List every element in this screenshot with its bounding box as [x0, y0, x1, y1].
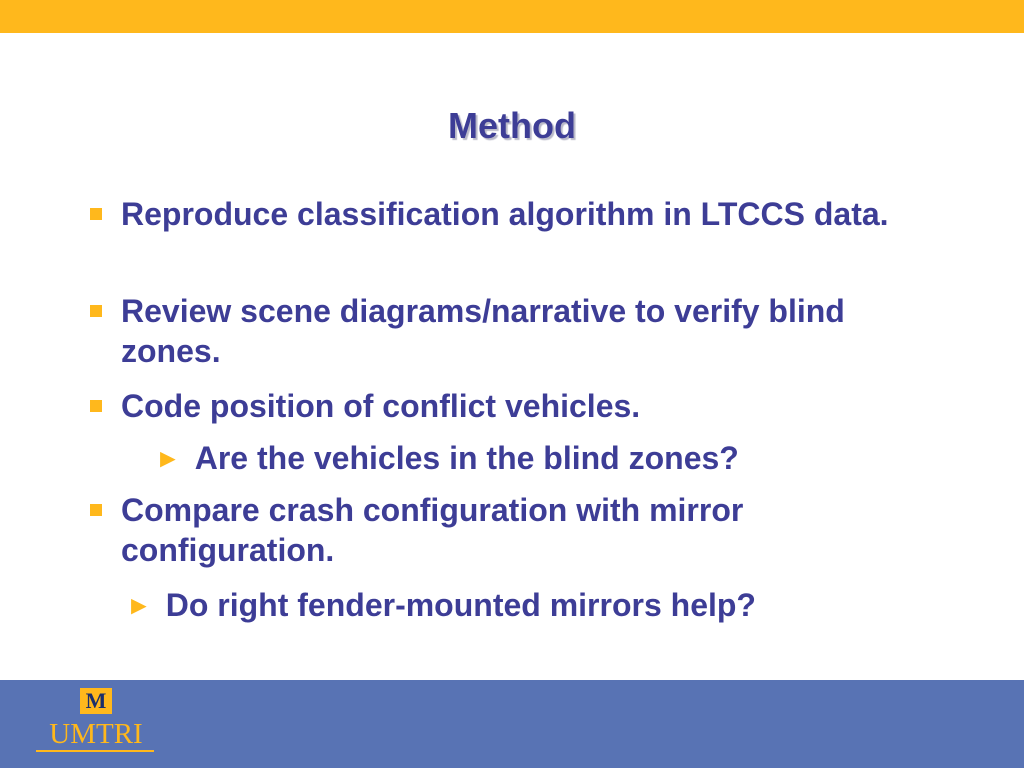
arrow-bullet-icon: ►: [126, 590, 152, 620]
bullet-item: [90, 291, 950, 371]
square-bullet-icon: [90, 208, 102, 220]
bullet-item: [90, 386, 950, 426]
sub-bullet-text: Do right fender-mounted mirrors help?: [165, 587, 756, 623]
sub-bullet-item: [126, 585, 756, 625]
bullet-text: Code position of conflict vehicles.: [121, 388, 641, 424]
bullet-item: [90, 194, 950, 234]
slide-title: Method: [448, 105, 576, 146]
arrow-bullet-icon: ►: [155, 443, 181, 473]
logo-text: UMTRI: [49, 718, 143, 750]
umtri-logo: [34, 688, 158, 760]
logo-underline: [36, 750, 154, 752]
block-m-icon: M: [80, 688, 112, 714]
square-bullet-icon: [90, 305, 102, 317]
bullet-text: Review scene diagrams/narrative to verify blind zones.: [121, 293, 845, 369]
bullet-item: [90, 490, 950, 570]
bullet-text: Compare crash configuration with mirror configuration.: [121, 492, 744, 568]
square-bullet-icon: [90, 504, 102, 516]
sub-bullet-text: Are the vehicles in the blind zones?: [194, 440, 739, 476]
bullet-text: Reproduce classification algorithm in LTCCS data.: [121, 196, 889, 232]
square-bullet-icon: [90, 400, 102, 412]
top-accent-bar: [0, 0, 1024, 33]
sub-bullet-item: [155, 438, 739, 478]
